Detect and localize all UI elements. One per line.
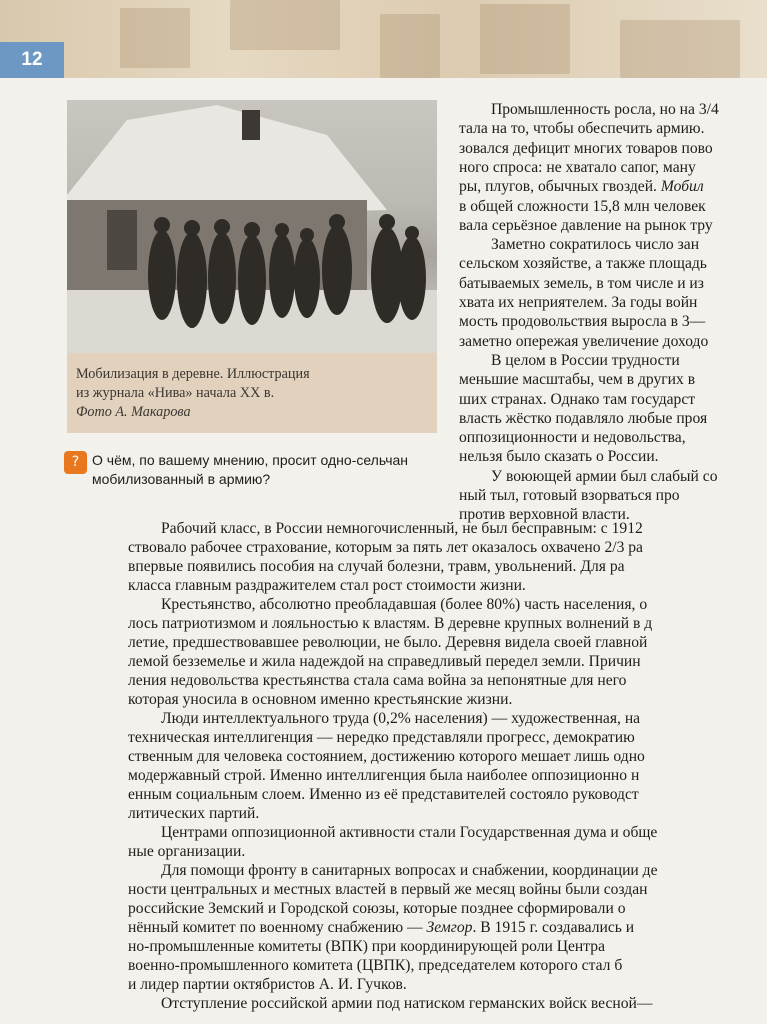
text-line: летие, предшествовавшее революции, не было. Деревня видела своей главной: [128, 634, 648, 651]
caption-author: Фото А. Макарова: [76, 404, 191, 420]
figure-block: [67, 100, 437, 433]
text-line: власть жёстко подавляло любые проя: [459, 409, 708, 427]
text-line: В целом в России трудности: [491, 351, 680, 369]
text-line: техническая интеллигенция — нередко представляли прогресс, демократию: [128, 729, 635, 746]
text-line: меньшие масштабы, чем в других в: [459, 371, 696, 389]
text-line: батываемых земель, в том числе и из: [459, 274, 704, 292]
caption-line: из журнала «Нива» начала XX в.: [76, 385, 275, 401]
text-line: лемой безземелье и жила надеждой на справедливый передел земли. Причин: [128, 653, 641, 670]
text-line: заметно опережая увеличение доходо: [459, 332, 709, 350]
page-number: 12: [0, 42, 64, 78]
text-line: нельзя было сказать о России.: [459, 448, 659, 466]
text-line: модержавный строй. Именно интеллигенция была наиболее оппозиционно н: [128, 767, 640, 784]
text-line: Рабочий класс, в России немногочисленный, не был бесправным: с 1912: [161, 520, 643, 537]
mobilization-photo: [67, 100, 437, 353]
text-line: но-промышленные комитеты (ВПК) при координирующей роли Центра: [128, 938, 605, 955]
figure-caption: [76, 365, 430, 422]
village-crowd-illustration: [67, 100, 437, 353]
emphasis-term: Земгор: [426, 919, 473, 936]
text-line: ного спроса: не хватало сапог, ману: [459, 158, 696, 176]
text-line: хвата их неприятелем. За годы войн: [459, 294, 698, 311]
text-line: класса главным раздражителем стал рост стоимости жизни.: [128, 577, 526, 594]
text-line: тала на то, чтобы обеспечить армию.: [459, 120, 705, 138]
emphasis-term: Мобил: [660, 178, 704, 196]
text-line: литических партий.: [128, 805, 260, 822]
text-line: которая уносила в основном именно крестьянские жизни.: [128, 691, 513, 708]
text-line: лось патриотизмом и лояльностью к властям. В деревне крупных волнений в д: [128, 615, 653, 632]
text-line: военно-промышленного комитета (ЦВПК), председателем которого стал б: [128, 957, 623, 974]
text-line: ших странах. Однако там государст: [459, 390, 696, 408]
caption-line: Мобилизация в деревне. Иллюстрация: [76, 366, 310, 382]
text-line: Заметно сократилось число зан: [491, 236, 700, 254]
text-line: Крестьянство, абсолютно преобладавшая (более 80%) часть населения, о: [161, 596, 648, 613]
text-line: енным социальным слоем. Именно из её представителей состояло руководст: [128, 786, 639, 803]
text-line: Люди интеллектуального труда (0,2% населения) — художественная, на: [161, 710, 641, 727]
text-line: против верховной власти.: [459, 506, 630, 524]
text-line: мость продовольствия выросла в 3—: [459, 313, 706, 331]
question-text: О чём, по вашему мнению, просит одно-сельчан мобилизованный в армию?: [92, 452, 409, 487]
text-line: ный тыл, готовый взорваться про: [459, 487, 680, 504]
text-line: Промышленность росла, но на 3/4: [491, 101, 719, 118]
text-line: зовался дефицит многих товаров пово: [459, 139, 713, 157]
text-line: и лидер партии октябристов А. И. Гучков.: [128, 976, 407, 993]
text-line: ные организации.: [128, 843, 246, 860]
text-line: У воюющей армии был слабый со: [491, 467, 718, 485]
text-line: ности центральных и местных властей в первый же месяц войны были создан: [128, 881, 648, 898]
text-line: ствовало рабочее страхование, которым за пять лет оказалось охвачено 2/3 ра: [128, 539, 643, 556]
question-icon: ?: [64, 451, 87, 474]
text-line: нённый комитет по военному снабжению — Земгор. В 1915 г. создавались и: [128, 919, 635, 936]
text-line: сельском хозяйстве, а также площадь: [459, 255, 707, 273]
header-banner-illustration: [0, 0, 767, 78]
text-line: впервые появились пособия на случай болезни, травм, увольнений. Для ра: [128, 558, 625, 575]
text-line: российские Земский и Городской союзы, которые позднее сформировали о: [128, 900, 626, 917]
text-line: в общей сложности 15,8 млн человек: [459, 197, 706, 215]
text-line: Центрами оппозиционной активности стали Государственная дума и обще: [161, 824, 658, 841]
text-line: ления недовольства крестьянства стала сама война за непонятные для него: [128, 672, 627, 689]
text-line: оппозиционности и недовольства,: [459, 429, 686, 447]
text-line: ры, плугов, обычных гвоздей. Мобил: [459, 178, 704, 196]
text-line: ственным для человека состоянием, достижению которого мешает лишь одно: [128, 748, 645, 765]
text-line: Отступление российской армии под натиском германских войск весной—: [161, 995, 653, 1012]
text-line: вала серьёзное давление на рынок тру: [459, 216, 713, 234]
text-line: Для помощи фронту в санитарных вопросах и снабжении, координации де: [161, 862, 658, 879]
